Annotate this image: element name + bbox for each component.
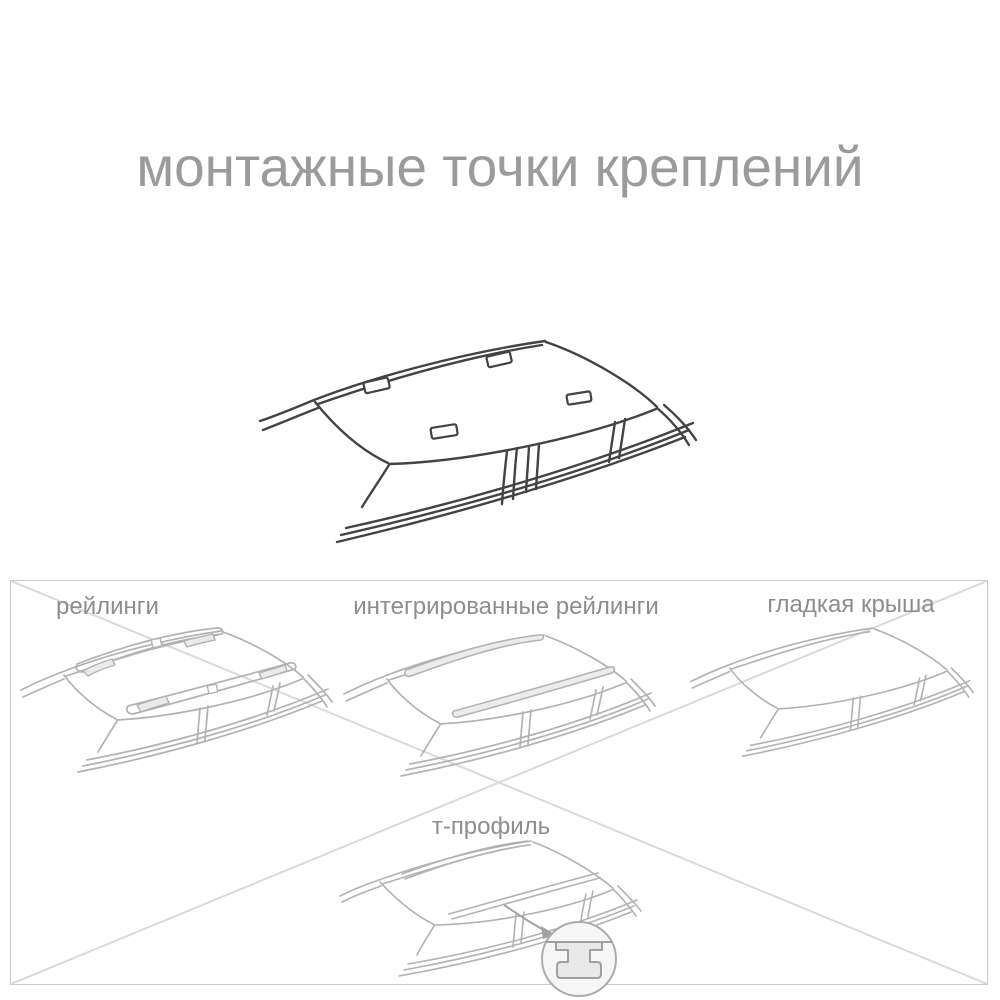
mounting-point-markers (363, 351, 591, 439)
label-integrated-rails: интегрированные рейлинги (353, 593, 659, 620)
t-slot-cross-section-icon (542, 922, 616, 996)
label-roof-rails: рейлинги (56, 593, 159, 620)
car-roof-with-t-slot-tracks-drawing (336, 829, 676, 999)
roof-types-panel (10, 580, 988, 985)
page-title: монтажные точки креплений (136, 135, 864, 198)
integrated-rail-strips (405, 635, 615, 717)
car-roof-mounting-points-drawing (250, 328, 710, 576)
label-smooth-roof: гладкая крыша (767, 591, 935, 618)
label-t-profile: т-профиль (431, 813, 551, 840)
car-smooth-roof-drawing (686, 617, 986, 790)
car-roof-with-raised-rails-drawing (16, 619, 346, 809)
car-roof-with-integrated-rails-drawing (339, 623, 669, 813)
